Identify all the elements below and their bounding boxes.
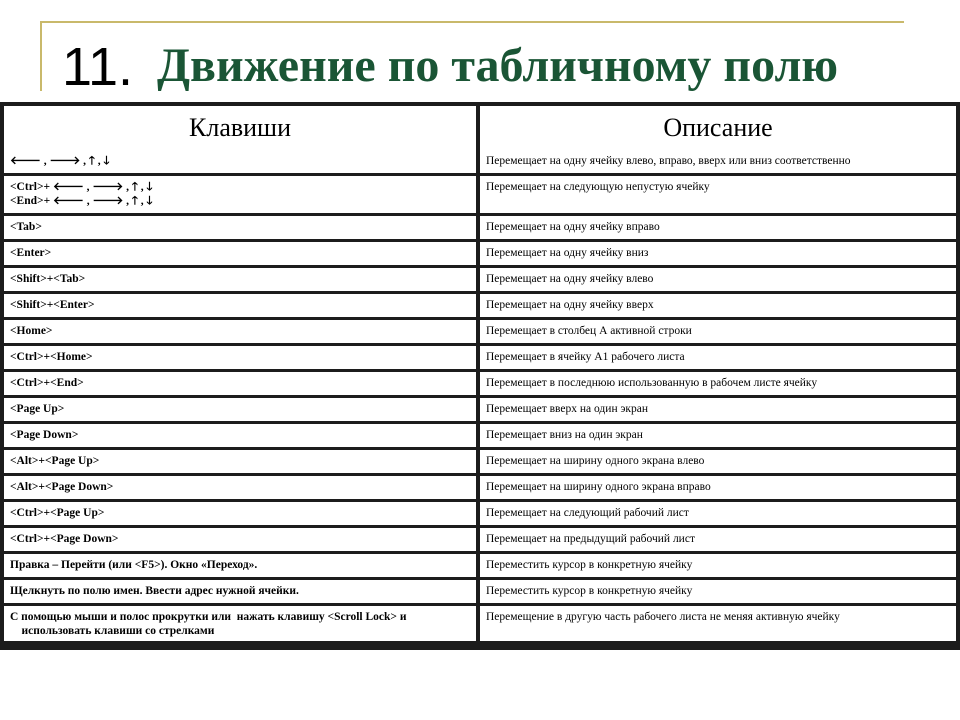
table-row [4,603,956,641]
key-combination: Щелкнуть по полю имен. Ввести адрес нужной ячейки. [10,585,299,597]
key-combination: <Alt>+<Page Up> [10,455,100,467]
description-cell: Переместить курсор в конкретную ячейку [480,577,956,603]
key-combination: <Ctrl>+<Page Down> [10,533,119,545]
key-cell [4,447,480,473]
key-combination: С помощью мыши и полос прокрутки или нажать клавишу <Scroll Lock> и [10,611,407,623]
description-cell: Перемещает на одну ячейку вниз [480,239,956,265]
key-combination: <Ctrl>+<Page Up> [10,507,105,519]
description-cell: Перемещает на следующий рабочий лист [480,499,956,525]
title-frame-top-line [40,21,904,23]
description-cell: Перемещает на одну ячейку вправо [480,213,956,239]
key-cell [4,150,480,173]
description-cell: Перемещает на одну ячейку влево, вправо, вверх или вниз соответственно [480,150,956,173]
key-cell [4,213,480,239]
table-row [4,343,956,369]
key-combination: <Home> [10,325,53,337]
table-row [4,577,956,603]
description-cell: Перемещает в последнюю использованную в рабочем листе ячейку [480,369,956,395]
key-cell [4,239,480,265]
table-row [4,395,956,421]
slide-number: 11. [62,37,134,97]
shortcuts-table-frame [0,102,960,650]
table-header-row [4,106,956,150]
description-cell: Перемещает на одну ячейку вверх [480,291,956,317]
table-row [4,473,956,499]
key-combination: 🡐 , 🡒 , 🡑 , 🡓 [10,155,110,167]
key-combination: <Tab> [10,221,42,233]
table-row [4,447,956,473]
key-combination: <Ctrl>+<End> [10,377,84,389]
key-cell [4,317,480,343]
key-cell [4,473,480,499]
description-cell: Перемещает вниз на один экран [480,421,956,447]
description-cell: Перемещает на ширину одного экрана вправо [480,473,956,499]
description-cell: Переместить курсор в конкретную ячейку [480,551,956,577]
table-row [4,213,956,239]
description-cell: Перемещает на ширину одного экрана влево [480,447,956,473]
key-combination: <Page Down> [10,429,79,441]
table-row [4,317,956,343]
description-cell: Перемещает на одну ячейку влево [480,265,956,291]
key-cell [4,395,480,421]
table-row [4,525,956,551]
table-row [4,499,956,525]
key-cell [4,525,480,551]
table-row [4,421,956,447]
description-cell: Перемещает в столбец А активной строки [480,317,956,343]
key-cell [4,421,480,447]
shortcuts-table [4,106,956,641]
key-combination: Правка – Перейти (или <F5>). Окно «Переход». [10,559,258,571]
key-combination: <Shift>+<Enter> [10,299,95,311]
table-row [4,369,956,395]
description-cell: Перемещение в другую часть рабочего листа не меняя активную ячейку [480,603,956,641]
key-combination: <Enter> [10,247,52,259]
key-cell [4,343,480,369]
header-description: Описание [480,106,956,150]
key-cell [4,499,480,525]
header-keys: Клавиши [4,106,480,150]
key-cell [4,603,480,641]
key-cell [4,291,480,317]
table-row [4,150,956,173]
table-row [4,173,956,213]
key-cell [4,551,480,577]
description-cell: Перемещает вверх на один экран [480,395,956,421]
table-row [4,551,956,577]
key-combination: <Ctrl>+ 🡐 , 🡒 , 🡑 , 🡓 [10,181,153,193]
table-row [4,291,956,317]
key-combination: <Shift>+<Tab> [10,273,86,285]
key-combination: использовать клавиши со стрелками [10,625,215,637]
key-cell [4,173,480,213]
key-cell [4,369,480,395]
description-cell: Перемещает на предыдущий рабочий лист [480,525,956,551]
slide-title: Движение по табличному полю [157,39,839,92]
key-combination: <End>+ 🡐 , 🡒 , 🡑 , 🡓 [10,195,153,207]
title-frame-left-line [40,21,42,91]
key-combination: <Alt>+<Page Down> [10,481,114,493]
key-cell [4,265,480,291]
table-row [4,239,956,265]
table-row [4,265,956,291]
description-cell: Перемещает на следующую непустую ячейку [480,173,956,213]
description-cell: Перемещает в ячейку А1 рабочего листа [480,343,956,369]
key-combination: <Page Up> [10,403,65,415]
key-cell [4,577,480,603]
key-combination: <Ctrl>+<Home> [10,351,93,363]
